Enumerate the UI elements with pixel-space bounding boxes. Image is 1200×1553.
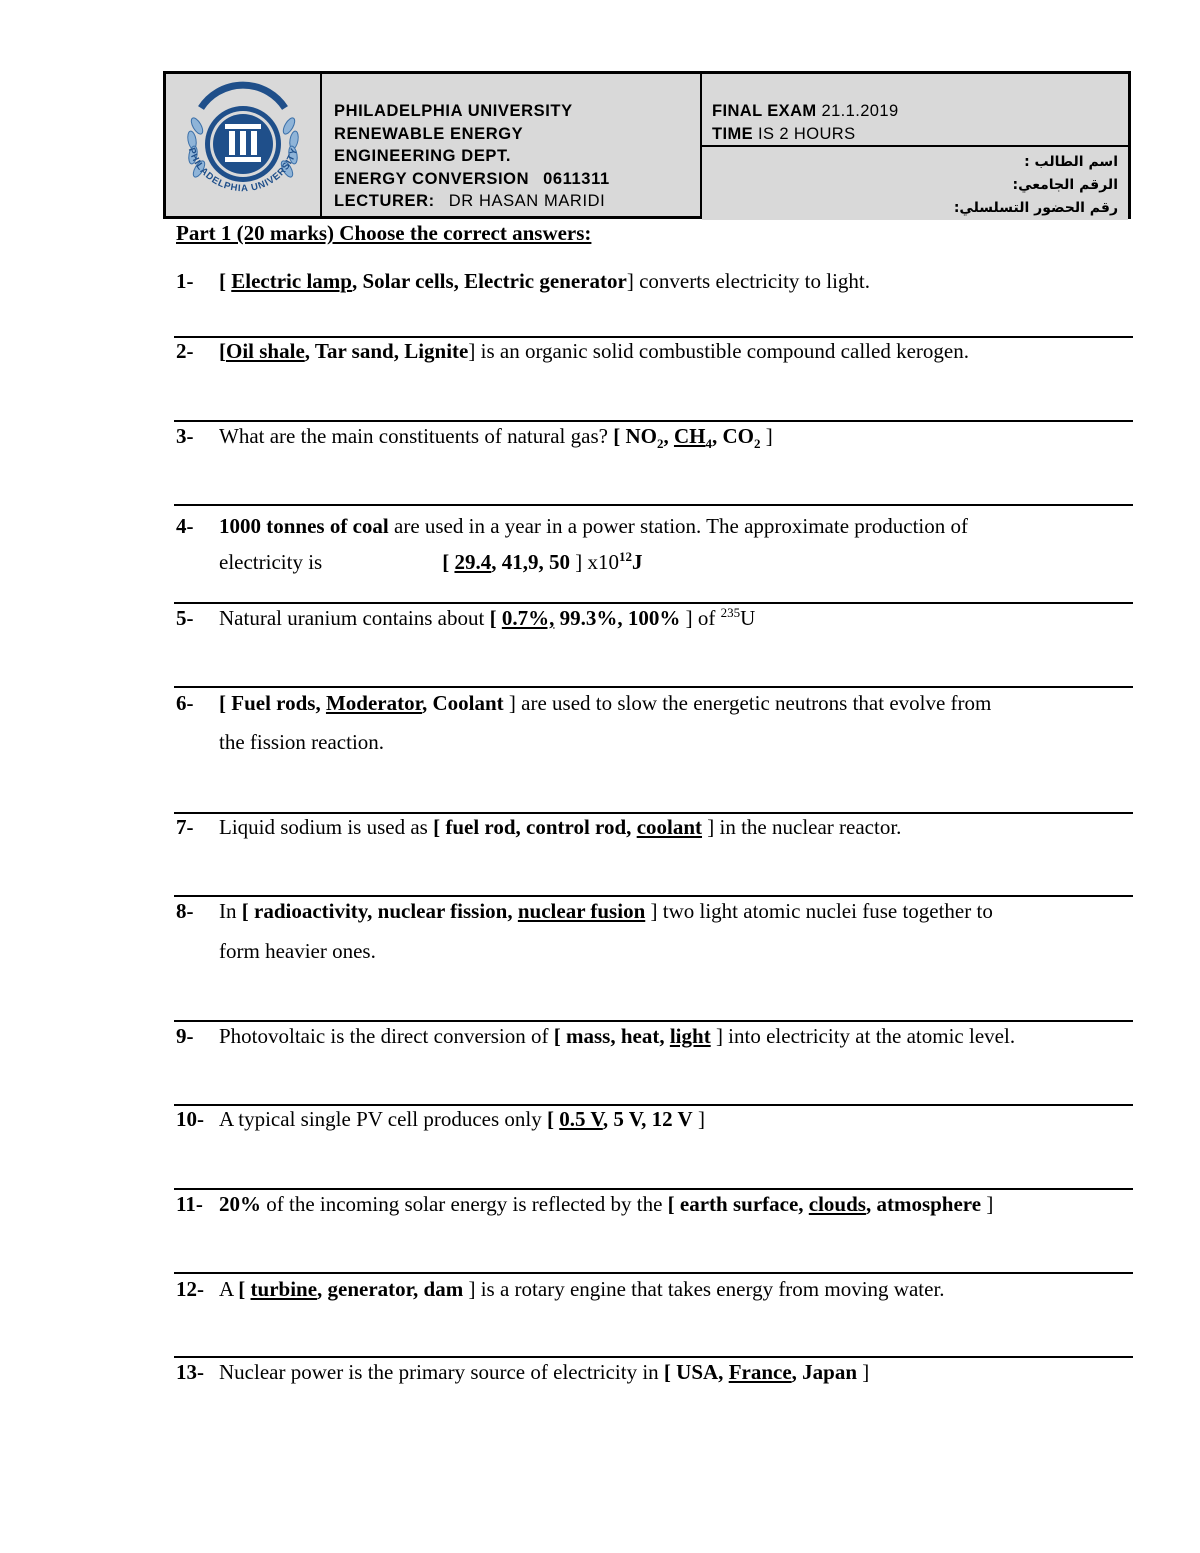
- options: , Japan: [791, 1360, 858, 1384]
- question-stem: A: [219, 1277, 239, 1301]
- question-text: [219, 809, 1126, 845]
- correct-answer: turbine: [250, 1277, 318, 1301]
- bracket: [: [442, 550, 455, 574]
- options: [ Fuel rods,: [219, 691, 326, 715]
- question-text-line-2: [219, 724, 1126, 760]
- question-2: [176, 333, 1126, 369]
- divider: [174, 504, 1133, 506]
- option: , CO: [711, 424, 754, 448]
- options: , 5 V, 12 V: [602, 1107, 693, 1131]
- correct-answer: coolant: [636, 815, 703, 839]
- bracket: [: [219, 339, 226, 363]
- question-stem: Natural uranium contains about: [219, 606, 490, 630]
- university-info-cell: [322, 74, 702, 216]
- separator: ,: [304, 339, 315, 363]
- question-number: 4-: [176, 514, 194, 538]
- options: [ mass, heat,: [553, 1024, 670, 1048]
- question-stem: Nuclear power is the primary source of electricity in: [219, 1360, 664, 1384]
- question-text: [219, 600, 1126, 636]
- question-number: 8-: [176, 899, 194, 923]
- correct-answer-text: CH: [673, 424, 706, 448]
- correct-answer: Electric lamp: [231, 269, 352, 293]
- attendance-number-label: رقم الحضور التسلسلي:: [953, 200, 1118, 216]
- question-number: 9-: [176, 1024, 194, 1048]
- question-number: 3-: [176, 424, 194, 448]
- student-id-label: الرقم الجامعي:: [1012, 177, 1118, 193]
- separator: ,: [351, 269, 363, 293]
- options: Solar cells, Electric generator: [362, 269, 627, 293]
- question-text: [219, 263, 1126, 299]
- course-label: ENERGY CONVERSION: [334, 169, 530, 188]
- lecturer-line: [334, 190, 700, 213]
- question-stem: In: [219, 899, 242, 923]
- exam-label: FINAL EXAM: [712, 102, 817, 120]
- correct-answer: 29.4: [454, 550, 492, 574]
- question-tail: ] is a rotary engine that takes energy from moving water.: [463, 1277, 945, 1301]
- bracket: [: [238, 1277, 251, 1301]
- question-10: [176, 1101, 1126, 1137]
- correct-answer: Moderator: [325, 691, 422, 715]
- question-tail: ] into electricity at the atomic level.: [710, 1024, 1016, 1048]
- bracket: [: [219, 269, 232, 293]
- options: 99.3%, 100%: [554, 606, 681, 630]
- question-tail: ] converts electricity to light.: [626, 269, 870, 293]
- options: , 41,9, 50: [491, 550, 576, 574]
- question-number: 11-: [176, 1192, 203, 1216]
- correct-answer: clouds: [808, 1192, 866, 1216]
- option: [ NO: [613, 424, 657, 448]
- lecturer-label: LECTURER:: [334, 192, 435, 210]
- question-5: [176, 600, 1126, 636]
- question-1: [176, 263, 1126, 299]
- question-stem: A typical single PV cell produces only: [219, 1107, 547, 1131]
- subscript: 2: [656, 436, 664, 452]
- exam-date: 21.1.2019: [821, 102, 899, 120]
- question-12: [176, 1271, 1126, 1307]
- question-stem-2: form heavier ones.: [219, 939, 376, 963]
- lecturer-name: DR HASAN MARIDI: [448, 192, 606, 210]
- element-symbol: U: [740, 606, 756, 630]
- question-stem: What are the main constituents of natural gas?: [219, 424, 614, 448]
- options: [ fuel rod, control rod,: [433, 815, 637, 839]
- question-9: [176, 1018, 1126, 1054]
- question-text: [219, 333, 1126, 369]
- correct-answer: nuclear fusion: [517, 899, 646, 923]
- question-number: 7-: [176, 815, 194, 839]
- university-logo: [173, 78, 313, 212]
- question-number: 1-: [176, 269, 194, 293]
- question-text: [219, 1101, 1126, 1137]
- question-text: [219, 1354, 1126, 1390]
- question-text-line-2: [219, 544, 1126, 580]
- options: , generator, dam: [317, 1277, 464, 1301]
- question-7: [176, 809, 1126, 845]
- bracket-close: ]: [981, 1192, 994, 1216]
- question-8: [176, 893, 1126, 969]
- exam-details: [702, 74, 1128, 147]
- subscript: 2: [753, 436, 761, 452]
- superscript: 12: [618, 549, 632, 564]
- question-text-line-2: [219, 933, 1126, 969]
- question-text: [219, 1271, 1126, 1307]
- options: , atmosphere: [865, 1192, 982, 1216]
- options: [ radioactivity, nuclear fission,: [241, 899, 518, 923]
- question-number: 13-: [176, 1360, 204, 1384]
- correct-answer: 0.7%,: [501, 606, 555, 630]
- question-tail: ] is an organic solid combustible compound called kerogen.: [468, 339, 969, 363]
- question-number: 6-: [176, 691, 194, 715]
- correct-answer: [673, 424, 712, 452]
- bracket-close: ] x10: [575, 550, 619, 574]
- bracket-close: ]: [857, 1360, 870, 1384]
- exam-time-line: [712, 123, 1128, 146]
- question-number: 2-: [176, 339, 194, 363]
- student-info-fields: [702, 147, 1128, 220]
- course-code: 0611311: [543, 169, 610, 188]
- time-label: TIME: [712, 124, 754, 143]
- bracket: ]: [760, 424, 773, 448]
- question-stem: of the incoming solar energy is reflected by the: [261, 1192, 668, 1216]
- university-logo-cell: [166, 74, 322, 216]
- question-text: [219, 418, 1126, 454]
- question-text: [219, 1018, 1126, 1054]
- question-text: [219, 893, 1126, 929]
- question-number: 5-: [176, 606, 194, 630]
- subscript: 4: [705, 436, 712, 452]
- correct-answer: light: [669, 1024, 711, 1048]
- question-number: 10-: [176, 1107, 204, 1131]
- options: , Coolant: [421, 691, 504, 715]
- logo-lettering: PHILADELPHIA UNIVERSITY: [185, 146, 301, 195]
- university-name: PHILADELPHIA UNIVERSITY: [334, 102, 573, 120]
- question-tail: ] in the nuclear reactor.: [702, 815, 902, 839]
- exam-title-line: [712, 100, 1128, 123]
- question-stem: Photovoltaic is the direct conversion of: [219, 1024, 554, 1048]
- options: [ earth surface,: [667, 1192, 809, 1216]
- question-tail: ] are used to slow the energetic neutrons that evolve from: [503, 691, 992, 715]
- question-tail: ] of: [680, 606, 721, 630]
- options: Tar sand, Lignite: [314, 339, 469, 363]
- bracket: [: [546, 1107, 560, 1131]
- question-13: [176, 1354, 1126, 1390]
- department-line-1: RENEWABLE ENERGY: [334, 124, 524, 143]
- bracket: [: [489, 606, 502, 630]
- student-name-label: اسم الطالب :: [1024, 154, 1118, 170]
- question-stem-2: the fission reaction.: [219, 730, 385, 754]
- emphasis: 20%: [219, 1192, 261, 1216]
- question-4: [176, 508, 1126, 580]
- question-11: [176, 1186, 1126, 1222]
- question-stem-2: electricity is: [219, 550, 323, 574]
- separator: ,: [663, 424, 674, 448]
- exam-header-table: [163, 71, 1131, 219]
- question-tail: ] two light atomic nuclei fuse together to: [645, 899, 993, 923]
- question-stem: are used in a year in a power station. The approximate production of: [388, 514, 969, 538]
- question-text: [219, 685, 1126, 721]
- correct-answer: Oil shale: [226, 339, 305, 363]
- exam-info-cell: [702, 74, 1128, 216]
- correct-answer: France: [728, 1360, 792, 1384]
- options: [ USA,: [663, 1360, 729, 1384]
- question-text: [219, 1186, 1126, 1222]
- question-text: [219, 508, 1126, 544]
- unit: J: [631, 550, 643, 574]
- superscript: 235: [720, 605, 741, 620]
- department-line-2: ENGINEERING DEPT.: [334, 147, 512, 165]
- question-stem: Liquid sodium is used as: [219, 815, 434, 839]
- correct-answer: 0.5 V: [559, 1107, 603, 1131]
- course-line: [334, 168, 700, 191]
- bracket-close: ]: [692, 1107, 705, 1131]
- question-number: 12-: [176, 1277, 204, 1301]
- question-3: [176, 418, 1126, 454]
- question-6: [176, 685, 1126, 760]
- emphasis: 1000 tonnes of coal: [219, 514, 389, 538]
- part-title: Part 1 (20 marks) Choose the correct answers:: [176, 221, 592, 245]
- time-value: IS 2 HOURS: [758, 124, 856, 143]
